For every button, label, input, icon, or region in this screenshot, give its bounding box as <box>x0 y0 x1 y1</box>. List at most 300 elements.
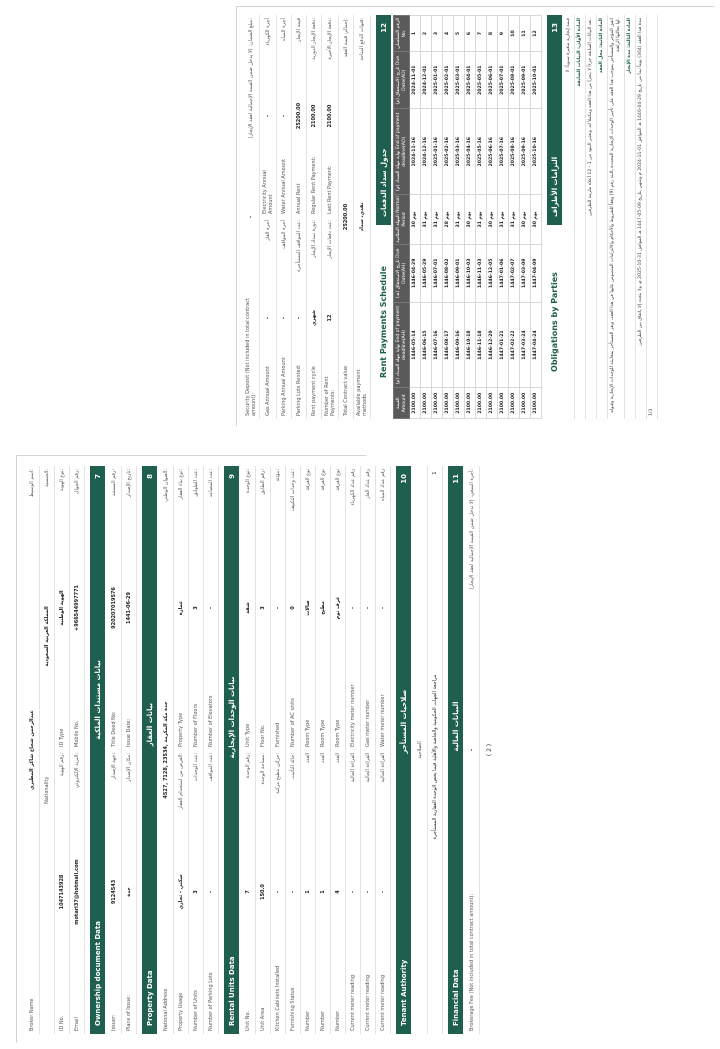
unit-field-value: - <box>365 890 371 894</box>
broker-name-row <box>25 466 40 1034</box>
parking-fee-label-ar: أجرة المواقف <box>281 220 287 249</box>
issue-date-value: 1441-06-29 <box>126 591 132 624</box>
nationality-label: Nationality <box>44 776 50 804</box>
methods-label-ar: قنوات الدفع المتاحة: <box>359 18 365 61</box>
unit-field-label-ar: نوع الغرفة <box>335 468 341 491</box>
total-row <box>339 15 354 419</box>
financial-title-ar: البيانات المالية <box>451 701 460 752</box>
parking-lots-label: Parking Lots Rented: <box>296 364 302 416</box>
schedule-cell: 1446-12-20 <box>487 302 498 388</box>
unit-field-label-ar: نوع الوحدة: <box>245 468 251 494</box>
title-deed-label: Title Deed No: <box>111 711 117 747</box>
schedule-number: 12 <box>379 23 388 33</box>
schedule-cell: 2024-12-01 <box>421 52 432 109</box>
unit-field-label-ar: العدد <box>320 752 326 764</box>
unit-field-label: Number of AC units <box>290 698 296 747</box>
unit-field-label-ar: العدد <box>305 752 311 764</box>
unit-field-label: Current meter reading <box>365 975 371 1031</box>
deposit-value: - <box>248 215 254 219</box>
num-payments-label-ar: عدد دفعات الإيجار: <box>327 220 333 259</box>
schedule-cell: 1446-08-02 <box>443 244 454 302</box>
page-content-rotated <box>17 456 493 1044</box>
parking-value: - <box>208 890 214 894</box>
obligations-title-bar <box>547 15 562 225</box>
unit-field-label: Floor No. <box>260 724 266 747</box>
schedule-cell: 30 يوم <box>465 195 476 245</box>
article-text: تعد البيانات السابقة جزءاً لا يتجزأ من هذا العقد ومكملاً له، وتعتبر البنود من 1 - 12 أعلاه ملزمة للطرفين. <box>586 15 597 419</box>
schedule-cell: 1446-06-15 <box>421 302 432 388</box>
schedule-cell: 31 يوم <box>498 195 509 245</box>
obligations-title-en: Obligations by Parties <box>550 272 559 372</box>
annual-rent-value: 25200.00 <box>296 102 302 130</box>
schedule-cell: 2025-09-16 <box>520 109 531 195</box>
property-section-header <box>142 466 157 1034</box>
elevators-value: - <box>208 606 214 610</box>
schedule-cell: 2025-04-16 <box>465 109 476 195</box>
methods-value: نقدي، سداد <box>359 202 365 232</box>
unit-field-value: - <box>350 890 356 894</box>
place-value: جدة <box>126 887 132 897</box>
schedule-cell: 2025-01-01 <box>432 52 443 109</box>
email-value: motari37@hotmail.com <box>74 859 80 925</box>
email-label: Email <box>74 1017 80 1031</box>
article-heading: المادة الثانية: محل العقد <box>597 15 608 419</box>
tenant-authority-subheader <box>413 466 428 1034</box>
schedule-cell: 2024-12-16 <box>421 109 432 195</box>
unit-field-value: 0 <box>290 606 296 610</box>
unit-field-label-ar: نوع الغرفة <box>320 468 326 491</box>
schedule-cell: 2025-03-01 <box>454 52 465 109</box>
usage-label: Property Usage <box>178 992 184 1031</box>
article-heading: المادة الأولى: البيانات السابقة <box>575 15 586 419</box>
schedule-column-header: نهاية مهلة السداد (م) End of payment deadline(AD) <box>394 109 410 195</box>
last-payment-value: 2100.00 <box>327 104 333 128</box>
elec-value: - <box>265 114 271 118</box>
ownership-row-2 <box>122 466 137 1034</box>
ownership-section-number: 7 <box>93 474 102 479</box>
brokerage-label-ar: أجرة السعي: (لا تدخل ضمن القيمة الإجمالية لعقد الإيجار): <box>469 469 475 590</box>
schedule-cell: 31 يوم <box>432 195 443 245</box>
unit-field-value: صالات <box>305 600 311 616</box>
schedule-cell: 2025-07-16 <box>498 109 509 195</box>
unit-field-value: - <box>380 890 386 894</box>
issuer-label: Issuer: <box>111 1014 117 1031</box>
schedule-cell: 31 يوم <box>476 195 487 245</box>
methods-row <box>354 15 371 419</box>
issuer-label-ar: جهة الإصدار: <box>111 752 117 780</box>
schedule-cell: 1446-05-29 <box>421 244 432 302</box>
deposit-label: Security Deposit (Not included in total contract amount): <box>245 298 257 416</box>
type-label-ar: نوع بناء العقار: <box>178 468 184 500</box>
authority-item-text: مراجعة الجهات الحكومية والخاصة والأهلية فيما يخص الوحدة العقارية المستأجرة <box>432 674 438 840</box>
nationality-value: المملكة العربية السعودية <box>44 606 50 667</box>
unit-field-label: Number <box>335 1010 341 1031</box>
floors-label-ar: عدد الطوابق: <box>193 468 199 497</box>
schedule-cell: 3 <box>432 16 443 52</box>
unit-row <box>256 466 271 1034</box>
schedule-cell: 2025-06-01 <box>487 52 498 109</box>
schedule-row <box>410 16 421 419</box>
schedule-cell: 1447-01-21 <box>498 302 509 388</box>
schedule-cell: 1447-04-24 <box>531 302 542 388</box>
type-label: Property Type <box>178 712 184 747</box>
total-value: 25200.00 <box>343 203 349 231</box>
water-label-ar: أجرة المياه <box>281 18 287 41</box>
schedule-cell: 2100.00 <box>421 388 432 419</box>
units-label-ar: عدد الوحدات: <box>193 752 199 782</box>
schedule-cell: 2025-01-16 <box>432 109 443 195</box>
unit-field-label-ar: القراءة الحالية <box>380 752 386 783</box>
unit-field-label: Number <box>305 1010 311 1031</box>
title-deed-value: 920207019576 <box>111 587 117 629</box>
address-value: 4527, 7128, 23534, جدة مكة المكرمة <box>163 701 169 799</box>
schedule-body <box>410 16 542 419</box>
usage-label-ar: الغرض من استخدام العقار: <box>178 752 184 810</box>
schedule-cell: 1446-07-01 <box>432 244 443 302</box>
nationality-label-ar: الجنسية: <box>44 469 50 488</box>
parking-water-row <box>277 15 292 419</box>
unit-field-label-ar: رقم الوحدة: <box>245 752 251 779</box>
property-title-ar: بيانات العقار <box>145 702 154 747</box>
schedule-cell: 2025-05-01 <box>476 52 487 109</box>
schedule-cell: 31 يوم <box>454 195 465 245</box>
unit-field-label-ar: القراءة الحالية <box>350 752 356 783</box>
address-label-ar: العنوان الوطني: <box>163 469 169 502</box>
schedule-column-header: المهلة النظامية Normal Period <box>394 195 410 245</box>
issue-date-label: Issue Date: <box>126 718 132 747</box>
property-title-en: Property Data <box>145 970 154 1026</box>
regular-payment-label-ar: دفعة الإيجار الدورية: <box>311 18 317 60</box>
units-section-number: 9 <box>227 474 236 479</box>
schedule-cell: 8 <box>487 16 498 52</box>
schedule-cell: 1446-09-01 <box>454 244 465 302</box>
floors-label: Number of Floors <box>193 703 199 747</box>
id-no-label: ID No. <box>59 1015 65 1031</box>
units-label: Number of Units <box>193 990 199 1031</box>
schedule-cell: 1447-03-24 <box>520 302 531 388</box>
id-type-label-ar: نوع الهوية: <box>59 468 65 492</box>
unit-field-label-ar: رقم عداد الكهرباء <box>350 468 356 506</box>
unit-field-label-ar: رقم الطابق: <box>260 468 266 495</box>
schedule-cell: 30 يوم <box>410 195 421 245</box>
ownership-section-header <box>90 466 105 1034</box>
issuer-value: 9124543 <box>111 879 117 905</box>
unit-field-value: - <box>275 890 281 894</box>
unit-field-label: Room Type <box>305 719 311 747</box>
schedule-cell: 30 يوم <box>531 195 542 245</box>
elec-label-ar: أجرة الكهرباء <box>265 18 271 46</box>
cycle-label-ar: دورة سداد الإيجار: <box>311 220 317 258</box>
schedule-cell: 30 يوم <box>520 195 531 245</box>
brokerage-label: Brokerage Fee (Not included in total contract amount): <box>469 893 475 1031</box>
schedule-cell: 2024-11-01 <box>410 52 421 109</box>
schedule-cell: 2100.00 <box>410 388 421 419</box>
email-label-ar: البريد الإلكتروني: <box>74 752 80 789</box>
parking-fee-value: - <box>281 316 287 320</box>
unit-field-label-ar: نوع الغرفة <box>305 468 311 491</box>
schedule-cell: 2100.00 <box>476 388 487 419</box>
financial-section-header <box>448 466 463 1034</box>
parking-label: Number of Parking Lots <box>208 972 214 1031</box>
schedule-header <box>376 15 391 419</box>
payments-count-row <box>322 15 339 419</box>
schedule-cell: 2025-04-01 <box>465 52 476 109</box>
tenant-authority-number: 10 <box>399 474 408 484</box>
schedule-row <box>476 16 487 419</box>
unit-field-label: Water meter number <box>380 694 386 747</box>
unit-field-value: 4 <box>335 890 341 894</box>
id-no-value: 1047143928 <box>59 874 65 910</box>
schedule-cell: 1447-02-07 <box>509 244 520 302</box>
schedule-cell: 4 <box>443 16 454 52</box>
schedule-cell: 2100.00 <box>432 388 443 419</box>
unit-field-value: شقة <box>245 602 251 614</box>
financial-title-en: Financial Data <box>451 969 460 1026</box>
mobile-label-ar: رقم الجوال: <box>74 468 80 495</box>
financial-section-number: 11 <box>451 474 460 484</box>
schedule-cell: 28 يوم <box>443 195 454 245</box>
schedule-title-en: Rent Payments Schedule <box>379 266 388 378</box>
unit-field-label: Furnishing Status <box>290 987 296 1031</box>
schedule-cell: 2025-10-16 <box>531 109 542 195</box>
schedule-cell: 7 <box>476 16 487 52</box>
unit-field-label: Electricity meter number <box>350 684 356 747</box>
gas-elec-row <box>260 15 277 419</box>
schedule-cell: 2 <box>421 16 432 52</box>
unit-field-label-ar: خزائن مطبخ مركبة: <box>275 752 281 794</box>
schedule-cell: 10 <box>509 16 520 52</box>
contract-page-3 <box>236 6 714 426</box>
schedule-column-header: الرقم التسلسلي No. <box>394 16 410 52</box>
unit-field-label-ar: حالة التأثيث: <box>290 752 296 779</box>
brokerage-row <box>465 466 480 1034</box>
unit-field-label: Unit Area <box>260 1007 266 1031</box>
unit-field-label: Furnished <box>275 722 281 747</box>
unit-row <box>331 466 346 1034</box>
id-type-label: ID Type <box>59 728 65 747</box>
unit-row <box>241 466 256 1034</box>
obligations-header <box>547 15 562 419</box>
schedule-column-header: تاريخ الاستحقاق (هـ) Due Date(AH) <box>394 244 410 302</box>
last-payment-label: Last Rent Payment: <box>327 165 333 215</box>
units-title-en: Rental Units Data <box>227 956 236 1026</box>
schedule-row <box>509 16 520 419</box>
total-label-ar: إجمالي قيمة العقد: <box>343 18 349 58</box>
schedule-cell: 11 <box>520 16 531 52</box>
annual-rent-label-ar: قيمة الإيجار <box>296 18 302 42</box>
issue-date-label-ar: تاريخ الإصدار: <box>126 468 132 498</box>
schedule-cell: 2100.00 <box>487 388 498 419</box>
ownership-title-en: Ownership document Data <box>93 921 102 1026</box>
property-address-row <box>159 466 174 1034</box>
page-number: ( 2 ) <box>486 743 493 757</box>
unit-field-value: 1 <box>320 890 326 894</box>
unit-field-label-ar: مساحة الوحدة: <box>260 752 266 785</box>
unit-field-value: - <box>365 606 371 610</box>
title-deed-label-ar: رقم المستند: <box>111 468 117 497</box>
schedule-row <box>487 16 498 419</box>
rent-row <box>292 15 307 419</box>
schedule-cell: 5 <box>454 16 465 52</box>
schedule-row <box>443 16 454 419</box>
cycle-row <box>307 15 322 419</box>
num-payments-value: 12 <box>327 314 333 322</box>
schedule-cell: 31 يوم <box>421 195 432 245</box>
unit-field-value: مطبخ <box>320 601 326 615</box>
unit-row <box>286 466 301 1034</box>
unit-field-label-ar: القراءة الحالية <box>365 752 371 783</box>
broker-id-row <box>55 466 70 1034</box>
place-label-ar: مكان الإصدار: <box>126 752 132 782</box>
authority-item-number: 1 <box>432 471 438 475</box>
broker-nationality-row <box>40 466 55 1034</box>
units-rows <box>241 466 391 1034</box>
unit-field-label: Current meter reading <box>350 975 356 1031</box>
tenant-authority-header <box>396 466 411 1034</box>
schedule-cell: 1447-01-06 <box>498 244 509 302</box>
unit-field-label-ar: مؤثثة: <box>275 468 281 482</box>
broker-contact-row <box>70 466 85 1034</box>
schedule-cell: 2100.00 <box>509 388 520 419</box>
unit-field-label-ar: رقم عداد الغاز <box>365 468 371 499</box>
unit-field-label: Room Type <box>335 719 341 747</box>
schedule-cell: 1447-04-09 <box>531 244 542 302</box>
schedule-cell: 2025-02-01 <box>443 52 454 109</box>
schedule-row <box>465 16 476 419</box>
schedule-row <box>421 16 432 419</box>
unit-field-label: Number <box>320 1010 326 1031</box>
obligations-title-ar: التزامات الأطراف <box>550 156 559 217</box>
schedule-cell: 1446-04-29 <box>410 244 421 302</box>
unit-field-value: - <box>350 606 356 610</box>
schedule-cell: 31 يوم <box>509 195 520 245</box>
unit-field-label: Unit Type <box>245 723 251 747</box>
unit-row <box>271 466 286 1034</box>
unit-field-value: 150.0 <box>260 884 266 900</box>
deposit-label-ar: مبلغ الضمان: (لا يدخل ضمن القيمة الإجمالية لعقد الإيجار): <box>248 17 254 139</box>
schedule-cell: 1 <box>410 16 421 52</box>
unit-field-label: Kitchen Cabinets Installed <box>275 965 281 1031</box>
unit-row <box>301 466 316 1034</box>
schedule-cell: 1446-09-16 <box>454 302 465 388</box>
schedule-cell: 2025-05-16 <box>476 109 487 195</box>
schedule-title-ar: جدول سداد الدفعات <box>379 148 388 217</box>
schedule-cell: 1446-10-18 <box>465 302 476 388</box>
tenant-authority-title-ar: صلاحيات المستأجر <box>399 689 408 754</box>
schedule-cell: 2025-07-01 <box>498 52 509 109</box>
units-title-ar: بيانات الوحدات الإيجارية <box>227 676 236 759</box>
schedule-cell: 2100.00 <box>465 388 476 419</box>
schedule-cell: 1447-03-09 <box>520 244 531 302</box>
page-content-rotated <box>237 7 715 427</box>
schedule-title-bar <box>376 15 391 225</box>
schedule-cell: 2025-08-01 <box>509 52 520 109</box>
broker-name-label: Broker Name <box>29 998 35 1031</box>
water-label: Water Annual Amount <box>281 159 287 215</box>
schedule-cell: 2025-08-16 <box>509 109 520 195</box>
schedule-column-header: القيمة Amount <box>394 388 410 419</box>
schedule-cell: 2025-09-01 <box>520 52 531 109</box>
unit-row <box>316 466 331 1034</box>
schedule-row <box>520 16 531 419</box>
parking-lots-label-ar: عدد المواقف المستأجرة: <box>296 220 302 272</box>
place-label: Place of Issue: <box>126 995 132 1031</box>
article-text: اتفق المؤجر والمستأجر بموجب هذا العقد على تأجير الوحدات الإيجارية المحددة بالبند رقم (9) وفقاً للشروط والأحكام والالتزامات المنصوص عليها في هذا العقد، ويقر المستأجر بمعاينته للوحدات الإيجارية وقبوله لها بحالتها الراهنة. <box>608 15 625 419</box>
gas-label: Gas Annual Amount <box>265 366 271 416</box>
payments-schedule-table <box>393 15 542 419</box>
schedule-cell: 2025-03-16 <box>454 109 465 195</box>
regular-payment-value: 2100.00 <box>311 104 317 128</box>
parking-label-ar: عدد المواقف: <box>208 752 214 782</box>
schedule-cell: 1446-11-18 <box>476 302 487 388</box>
id-no-label-ar: رقم الهوية: <box>59 752 65 777</box>
unit-field-value: - <box>275 606 281 610</box>
cycle-value: شهري <box>311 310 317 326</box>
tenant-authority-title-en: Tenant Authority <box>399 959 408 1026</box>
parking-fee-label: Parking Annual Amount <box>281 357 287 416</box>
brokerage-value: - <box>469 748 475 752</box>
authority-sub-label: الصلاحية <box>417 741 423 759</box>
obligation-notes <box>575 15 647 419</box>
schedule-column-header: نهاية مهلة السداد (م) End of payment deadline(AH) <box>394 302 410 388</box>
schedule-row <box>454 16 465 419</box>
gas-value: - <box>265 316 271 320</box>
schedule-cell: 2025-02-16 <box>443 109 454 195</box>
mobile-label: Mobile No. <box>74 720 80 747</box>
article-heading: المادة الثالثة: مدة الإيجار <box>625 15 636 419</box>
unit-field-label: Gas meter number <box>365 699 371 747</box>
schedule-cell: 6 <box>465 16 476 52</box>
unit-field-label: Room Type <box>320 719 326 747</box>
ownership-title-ar: بيانات مستندات الملكية <box>93 660 102 740</box>
type-value: عمارة <box>178 600 184 616</box>
unit-row <box>346 466 361 1034</box>
broker-name-value: عبدالرحمن شحاع شاكر المطيري <box>29 710 35 790</box>
elec-label: Electricity Annual Amount <box>262 170 274 215</box>
broker-name-label-ar: اسم الوسيط: <box>29 469 35 498</box>
schedule-cell: 2024-11-16 <box>410 109 421 195</box>
unit-field-value: 3 <box>260 606 266 610</box>
cycle-label: Rent payment cycle <box>311 366 317 416</box>
parking-lots-value: - <box>296 316 302 320</box>
floors-value: 3 <box>193 606 199 610</box>
contract-page-2 <box>16 455 493 1043</box>
units-section-header <box>224 466 239 1034</box>
elevators-label: Number of Elevators <box>208 695 214 747</box>
schedule-row <box>498 16 509 419</box>
schedule-row <box>432 16 443 419</box>
ownership-row-1 <box>107 466 122 1034</box>
schedule-cell: 2100.00 <box>454 388 465 419</box>
deposit-row <box>243 15 260 419</box>
property-units-row <box>189 466 204 1034</box>
property-section-number: 8 <box>145 474 154 479</box>
property-parking-row <box>204 466 219 1034</box>
mobile-value: +966544997771 <box>74 585 80 631</box>
schedule-cell: 1446-12-05 <box>487 244 498 302</box>
schedule-cell: 1446-10-03 <box>465 244 476 302</box>
unit-field-label: Unit No. <box>245 1010 251 1031</box>
schedule-cell: 30 يوم <box>487 195 498 245</box>
unit-field-label-ar: عدد وحدات التكييف: <box>290 468 296 512</box>
article-text: مدة هذا العقد (364) يوماً تبدأ من تاريخ 29-04-1446 هـ الموافق 01-11-2024 م وتنتهي بتاريخ 09-05-1447 هـ الموافق 31-10-2025 م، ولا يتجدد إلا باتفاق بين الطرفين <box>636 15 647 419</box>
schedule-column-header: تاريخ الاستحقاق (م) Due Date(AD) <box>394 52 410 109</box>
schedule-cell: 1447-02-22 <box>509 302 520 388</box>
schedule-cell: 2100.00 <box>443 388 454 419</box>
schedule-row <box>531 16 542 419</box>
schedule-cell: 2025-10-01 <box>531 52 542 109</box>
num-payments-label: Number of Rent Payments: <box>324 376 336 416</box>
